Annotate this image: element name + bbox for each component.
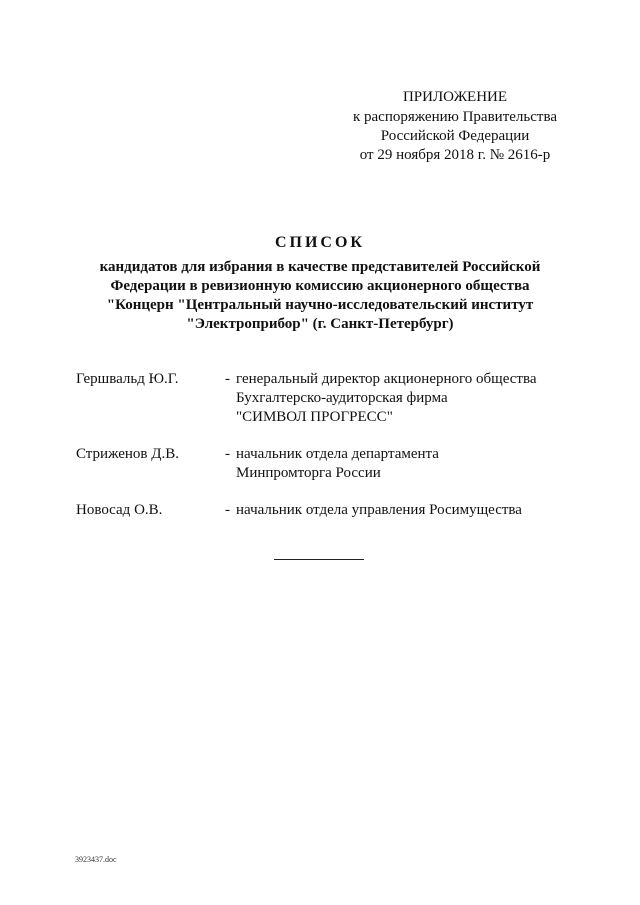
file-code: 3923437.doc (75, 855, 117, 864)
description-line: "СИМВОЛ ПРОГРЕСС" (236, 409, 393, 425)
description-line: начальник отдела департамента (236, 446, 439, 462)
appendix-title: ПРИЛОЖЕНИЕ (402, 89, 508, 105)
candidate-row (76, 370, 566, 427)
appendix-line: от 29 ноября 2018 г. № 2616-р (359, 147, 551, 163)
end-separator-line (274, 559, 364, 560)
subtitle-line: Федерации в ревизионную комиссию акционерного общества (110, 278, 530, 294)
description-line: начальник отдела управления Росимущества (236, 502, 522, 518)
candidate-dash: - (225, 371, 230, 387)
document-subtitle (60, 258, 580, 334)
candidate-description (236, 501, 566, 520)
subtitle-line: кандидатов для избрания в качестве представителей Российской (99, 259, 541, 275)
description-line: генеральный директор акционерного общества (236, 371, 537, 387)
description-line: Минпромторга России (236, 465, 381, 481)
candidate-name: Новосад О.В. (76, 502, 163, 518)
description-line: Бухгалтерско-аудиторская фирма (236, 390, 448, 406)
subtitle-line: "Электроприбор" (г. Санкт-Петербург) (186, 316, 454, 332)
appendix-line: Российской Федерации (380, 128, 530, 144)
document-title: СПИСОК (274, 234, 366, 251)
appendix-line: к распоряжению Правительства (352, 109, 557, 125)
candidate-description (236, 370, 566, 427)
candidate-dash: - (225, 446, 230, 462)
candidate-description (236, 445, 566, 483)
candidate-row (76, 445, 566, 483)
appendix-header (330, 88, 580, 165)
subtitle-line: "Концерн "Центральный научно-исследовательский институт (106, 297, 534, 313)
candidate-list (76, 370, 566, 538)
candidate-name: Гершвальд Ю.Г. (76, 371, 179, 387)
candidate-row (76, 501, 566, 520)
candidate-name: Стриженов Д.В. (76, 446, 179, 462)
candidate-dash: - (225, 502, 230, 518)
